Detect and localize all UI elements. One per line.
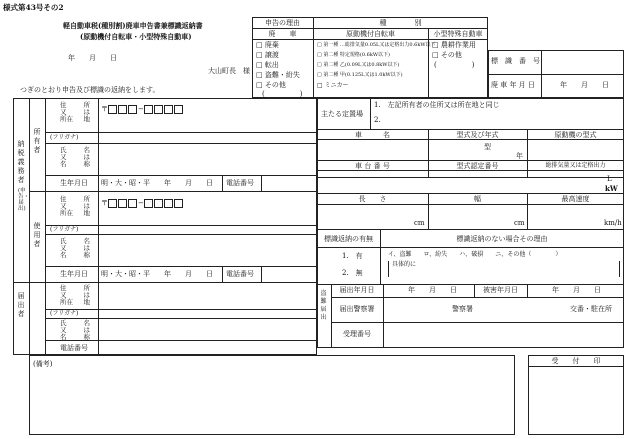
unit-cm-width: cm [514, 219, 525, 227]
moped-item-3[interactable]: □ 第二種 乙(0.09L又は0.8kW以下) [317, 62, 400, 68]
speed-label: 最高速度 [561, 195, 590, 203]
damage-date-label: 被害年月日 [483, 286, 518, 294]
user-name-label: 氏 名 又 は 名 称 [60, 237, 90, 259]
plate-return-yes[interactable]: 1. 有 [342, 252, 363, 260]
cert-number-label: 型式認定番号 [456, 162, 499, 170]
storage-label: 主たる定置場 [321, 110, 363, 118]
year-unit: 年 [516, 152, 523, 160]
notifier-furigana-field[interactable] [99, 310, 316, 318]
unit-l: L [607, 175, 612, 183]
notifier-name-field[interactable] [99, 319, 316, 339]
width-label: 幅 [474, 195, 481, 203]
moped-item-2[interactable]: □ 第二種 特定規格(0.6kW以下) [317, 52, 390, 58]
plate-number-label: 標 識 番 号 [491, 57, 540, 65]
storage-option-2[interactable]: 2. [374, 116, 381, 124]
addressee: 大山町長 様 [208, 67, 250, 75]
engine-type-label: 原動機の型式 [554, 131, 597, 139]
user-name-field[interactable] [99, 235, 316, 265]
plate-return-no[interactable]: 2. 無 [342, 269, 363, 277]
owner-furigana-field[interactable] [99, 133, 316, 142]
reason-header: 申告の理由 [265, 19, 300, 27]
user-furigana-field[interactable] [99, 226, 316, 234]
form-title: 軽自動車税(種別割)廃車申告書兼標識返納書 [63, 21, 203, 30]
plate-return-detail-bracket[interactable] [388, 261, 620, 277]
owner-phone-label: 電話番号 [226, 179, 254, 187]
reason-other-paren: ( ) [262, 90, 303, 98]
model-unit: 型 [484, 143, 491, 151]
police-station[interactable]: 警察署 [452, 305, 473, 313]
reason-title: 廃 車 [268, 30, 297, 38]
reception-stamp-box [528, 355, 624, 435]
user-vertical-label: 使用者 [33, 222, 41, 248]
plate-return-reason-label: 標識返納のない場合その理由 [456, 235, 548, 243]
user-phone-field[interactable] [262, 267, 316, 281]
report-date-field[interactable]: 年 月 日 [408, 286, 457, 294]
special-item-farm[interactable]: □ 農耕作業用 [432, 41, 476, 49]
type-header: 種 別 [379, 19, 422, 27]
notifier-phone-field[interactable] [99, 341, 316, 354]
owner-birth-label: 生年月日 [60, 179, 88, 187]
owner-phone-field[interactable] [262, 176, 316, 190]
owner-address-label: 住 所 又 は 所在 地 [60, 101, 90, 123]
user-birth-field[interactable]: 明・大・昭・平 年 月 日 [101, 270, 213, 278]
form-id: 様式第43号その2 [3, 3, 64, 12]
report-date-label: 届出年月日 [339, 286, 375, 294]
owner-vertical-label: 所有者 [33, 128, 41, 154]
police-box[interactable]: 交番・駐在所 [570, 305, 612, 313]
special-other-paren: ( ) [434, 61, 475, 69]
unit-kw: kW [605, 184, 618, 193]
remarks-label: (備考) [33, 360, 53, 368]
plate-number-field[interactable] [542, 51, 623, 73]
reception-stamp-label: 受 付 印 [551, 357, 601, 365]
plate-return-reasons[interactable]: イ、盗難 ロ、紛失 ハ、破損 ニ、その他（ ） [388, 251, 562, 258]
moped-item-1[interactable]: □ 第一種 …総排気量0.05L又は定格出力0.6kW以下 [317, 42, 436, 48]
reason-item-other[interactable]: □ その他 [256, 81, 286, 89]
receipt-number-label: 受理番号 [343, 330, 371, 338]
moped-item-4[interactable]: □ 第二種 甲(0.125L又は1.0kW以下) [317, 72, 403, 78]
reason-item-scrap[interactable]: □ 廃棄 [256, 41, 279, 49]
moped-header: 原動機付自転車 [346, 30, 395, 38]
scrap-date-label: 廃 車 年 月 日 [491, 81, 535, 89]
user-phone-label: 電話番号 [226, 270, 254, 278]
special-header: 小型特殊自動車 [433, 30, 483, 38]
notifier-name-label: 氏 名 又 は 名 称 [60, 319, 90, 341]
special-item-other[interactable]: □ その他 [432, 51, 462, 59]
engine-type-field[interactable] [528, 140, 623, 159]
model-year-label: 型式及び年式 [456, 131, 499, 139]
user-postal-code[interactable]: 〒 − [101, 198, 184, 208]
intro-text: つぎのとおり申告及び標識の返納をします。 [20, 86, 160, 94]
police-label: 届出警察署 [339, 305, 375, 313]
frame-number-label: 車 台 番 号 [355, 162, 390, 170]
submission-date: 年 月 日 [68, 54, 117, 62]
scrap-date-field[interactable]: 年 月 日 [560, 81, 609, 89]
length-label: 長 さ [358, 195, 387, 203]
owner-postal-code[interactable]: 〒 − [101, 104, 184, 114]
reason-item-transfer[interactable]: □ 譲渡 [256, 51, 279, 59]
unit-kmh: km/h [604, 219, 622, 227]
user-furigana-label: (フリガナ) [50, 226, 79, 233]
plate-return-detail-label: 具体的に [392, 261, 417, 268]
plate-return-label: 標識返納の有無 [324, 235, 373, 243]
owner-name-label: 氏 名 又 は 名 称 [60, 146, 90, 168]
user-address-label: 住 所 又 は 所在 地 [60, 195, 90, 217]
receipt-number-field[interactable] [384, 323, 623, 347]
notifier-furigana-label: (フリガナ) [50, 310, 79, 317]
maker-label: 車 名 [355, 131, 390, 139]
notifier-phone-label: 電話番号 [60, 344, 88, 352]
reason-item-theft[interactable]: □ 盗難・紛失 [256, 71, 300, 79]
maker-field[interactable] [318, 140, 427, 159]
owner-birth-field[interactable]: 明・大・昭・平 年 月 日 [101, 179, 213, 187]
form-subtitle: (原動機付自転車・小型特殊自動車) [80, 32, 192, 41]
remarks-box[interactable] [29, 355, 515, 435]
owner-name-field[interactable] [99, 144, 316, 174]
reason-item-move[interactable]: □ 転出 [256, 61, 279, 69]
unit-cm-length: cm [414, 219, 425, 227]
notifier-address-label: 住 所 又 は 所在 地 [60, 284, 90, 306]
damage-date-field[interactable]: 年 月 日 [552, 286, 601, 294]
notifier-address-field[interactable] [99, 283, 316, 308]
moped-item-minicar[interactable]: □ ミニカー [317, 82, 349, 89]
storage-option-1[interactable]: 1. 左記所有者の住所又は所在地と同じ [374, 101, 500, 109]
user-birth-label: 生年月日 [60, 270, 88, 278]
displacement-label: 総排気量又は定格出力 [545, 162, 606, 169]
notifier-vertical-label: 届出者 [17, 292, 25, 318]
owner-furigana-label: (フリガナ) [50, 134, 79, 141]
